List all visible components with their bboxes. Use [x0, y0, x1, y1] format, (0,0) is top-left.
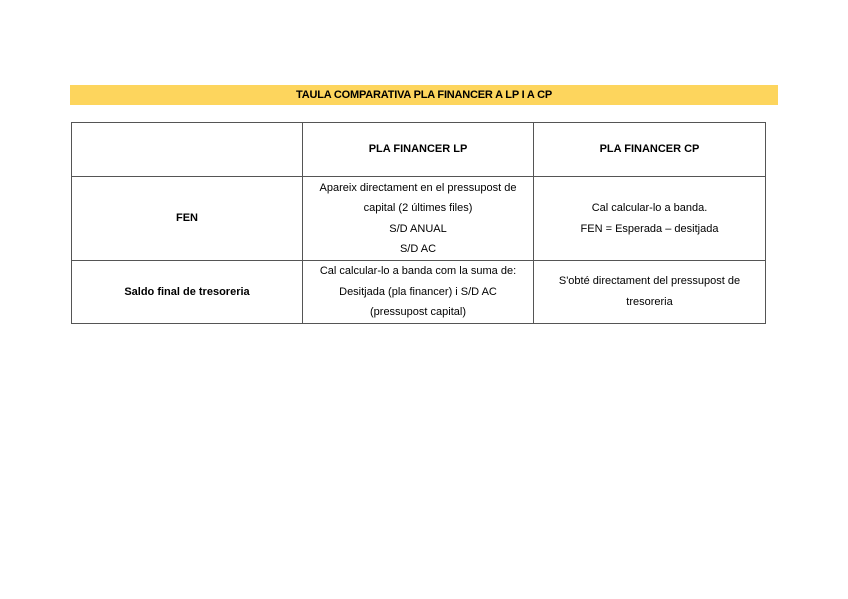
row-label-fen: FEN	[72, 177, 303, 261]
table-row	[72, 261, 766, 324]
row-label-saldo: Saldo final de tresoreria	[72, 261, 303, 324]
header-cell-empty	[72, 123, 303, 177]
cell-saldo-cp	[534, 261, 766, 324]
cell-fen-cp	[534, 177, 766, 261]
cell-line: Apareix directament en el pressupost de	[319, 181, 517, 194]
cell-line: S/D AC	[399, 243, 437, 255]
document-title-text: TAULA COMPARATIVA PLA FINANCER A LP I A CP	[296, 89, 552, 101]
cell-line: (pressupost capital)	[370, 306, 466, 318]
header-cell-lp: PLA FINANCER LP	[303, 123, 534, 177]
cell-saldo-lp	[303, 261, 534, 324]
cell-line: Cal calcular-lo a banda.	[591, 202, 708, 214]
document-title	[70, 85, 778, 105]
cell-line: FEN = Esperada – desitjada	[580, 222, 719, 235]
table-row	[72, 177, 766, 261]
cell-line: capital (2 últimes files)	[363, 202, 473, 214]
cell-line: Cal calcular-lo a banda com la suma de:	[319, 265, 517, 277]
cell-line: S'obté directament del pressupost de	[558, 275, 741, 288]
cell-line: Desitjada (pla financer) i S/D AC	[339, 285, 497, 298]
header-cell-cp: PLA FINANCER CP	[534, 123, 766, 177]
cell-fen-lp	[303, 177, 534, 261]
comparison-table	[71, 122, 766, 324]
cell-line: S/D ANUAL	[389, 222, 447, 235]
cell-line: tresoreria	[626, 295, 673, 308]
table-header-row	[72, 123, 766, 177]
